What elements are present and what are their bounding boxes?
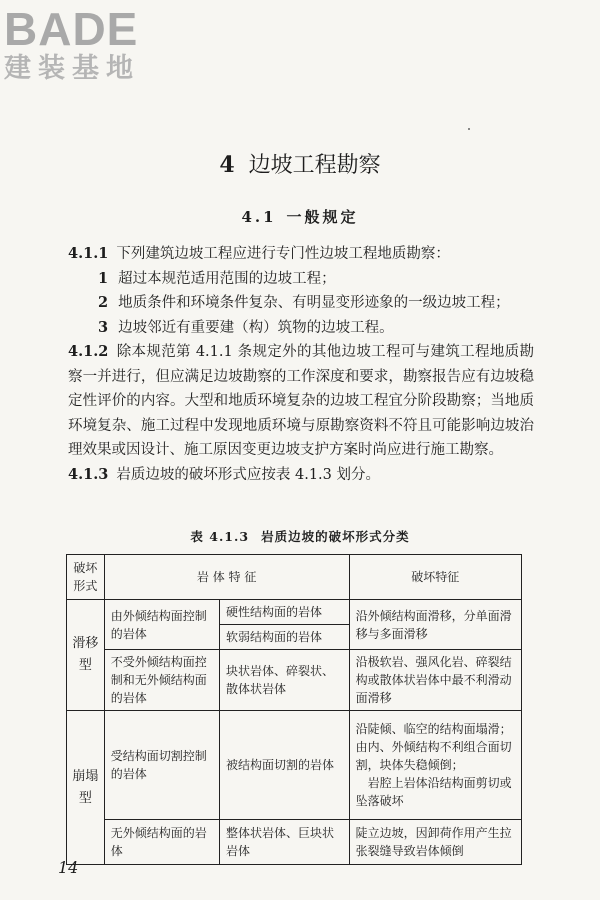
header-type: 破坏形式 <box>67 555 105 600</box>
structure-cell: 由外倾结构面控制的岩体 <box>104 600 219 650</box>
failure-cell: 沿外倾结构面滑移，分单面滑移与多面滑移 <box>349 600 521 650</box>
body-text <box>68 242 534 487</box>
mass-cell: 硬性结构面的岩体 <box>220 600 350 625</box>
chapter-number: 4 <box>219 152 235 178</box>
clause-text: 岩质边坡的破坏形式应按表 4.1.3 划分。 <box>116 466 380 483</box>
list-item <box>68 291 534 316</box>
watermark-brand: BADE <box>4 3 139 55</box>
clause-number: 4.1.2 <box>68 343 109 360</box>
scan-speck <box>468 128 470 130</box>
chapter-heading <box>0 148 600 179</box>
table-row <box>67 650 522 711</box>
structure-cell: 受结构面切割控制的岩体 <box>104 711 219 820</box>
clause-number: 4.1.3 <box>68 465 109 483</box>
type-slide: 滑移型 <box>67 600 105 711</box>
section-number: 4.1 <box>241 208 277 226</box>
clause-text: 除本规范第 4.1.1 条规定外的其他边坡工程可与建筑工程地质勘察一并进行，但应满足边坡勘察的工作深度和要求，勘察报告应有边坡稳定性评价的内容。大型和地质环境复杂的边坡工程宜分阶段勘察；当地质环境复杂、施工过程中发现地质环境与原勘察资料不符且可能影响边坡治理效果或因设计、施工原因变更边坡支护方案时尚应进行施工勘察。 <box>68 344 534 458</box>
clause-text: 下列建筑边坡工程应进行专门性边坡工程地质勘察： <box>116 246 450 262</box>
table-row <box>67 600 522 625</box>
item-number: 1 <box>98 269 109 287</box>
mass-cell: 块状岩体、碎裂状、散体状岩体 <box>220 650 350 711</box>
mass-cell: 软弱结构面的岩体 <box>220 625 350 650</box>
item-number: 2 <box>98 294 109 311</box>
mass-cell: 整体状岩体、巨块状岩体 <box>220 820 350 865</box>
chapter-title: 边坡工程勘察 <box>248 153 381 178</box>
table-row <box>67 820 522 865</box>
failure-cell: 沿极软岩、强风化岩、碎裂结构或散体状岩体中最不利滑动面滑移 <box>349 650 521 711</box>
table-row <box>67 711 522 820</box>
failure-cell: 陡立边坡，因卸荷作用产生拉张裂缝导致岩体倾倒 <box>349 820 521 865</box>
item-number: 3 <box>98 318 109 336</box>
table-number: 表 4.1.3 <box>190 529 250 544</box>
type-collapse: 崩塌型 <box>67 711 105 865</box>
clause-4-1-3 <box>68 463 534 488</box>
failure-text-b: 岩腔上岩体沿结构面剪切或坠落破坏 <box>355 776 512 808</box>
item-text: 地质条件和环境条件复杂、有明显变形迹象的一级边坡工程； <box>118 295 510 311</box>
page-number: 14 <box>58 858 79 877</box>
header-rock: 岩 体 特 征 <box>104 555 349 600</box>
watermark-subtitle: 建装基地 <box>4 53 140 84</box>
header-failure: 破坏特征 <box>349 555 521 600</box>
list-item <box>68 267 534 292</box>
watermark-logo <box>4 3 174 84</box>
structure-cell: 无外倾结构面的岩体 <box>104 820 219 865</box>
mass-cell: 被结构面切割的岩体 <box>220 711 350 820</box>
item-text: 边坡邻近有重要建（构）筑物的边坡工程。 <box>118 319 394 336</box>
structure-cell: 不受外倾结构面控制和无外倾结构面的岩体 <box>104 650 219 711</box>
table-header-row <box>67 555 522 600</box>
failure-mode-table <box>66 554 522 865</box>
list-item <box>68 316 534 341</box>
clause-4-1-2 <box>68 340 534 463</box>
section-title: 一般规定 <box>286 208 359 226</box>
item-text: 超过本规范适用范围的边坡工程； <box>118 270 336 287</box>
failure-cell <box>349 711 521 820</box>
failure-text-a: 沿陡倾、临空的结构面塌滑；由内、外倾结构不利组合面切割，块体失稳倾倒； <box>355 722 512 772</box>
clause-number: 4.1.1 <box>68 245 109 262</box>
table-caption <box>0 527 600 545</box>
table-title: 岩质边坡的破坏形式分类 <box>261 529 410 544</box>
clause-4-1-1 <box>68 242 534 267</box>
section-heading <box>0 206 600 227</box>
